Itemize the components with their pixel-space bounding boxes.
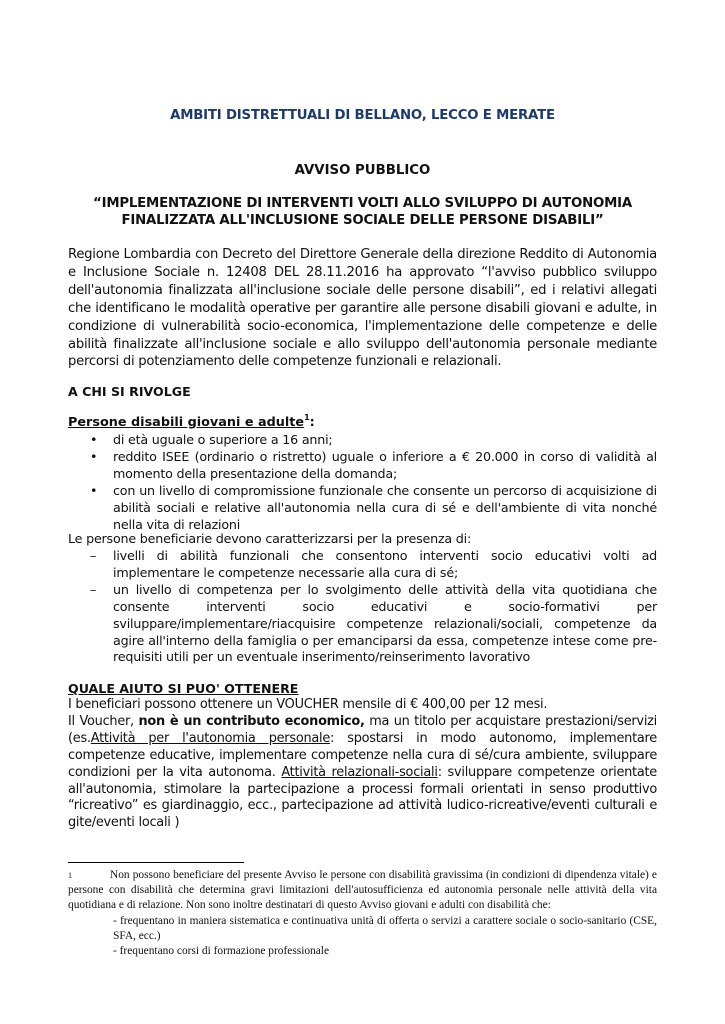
- footnote-body: [68, 868, 657, 914]
- notice-title-line-2: FINALIZZATA ALL'INCLUSIONE SOCIALE DELLE PERSONE DISABILI”: [121, 213, 604, 228]
- dash-icon: –: [90, 581, 97, 597]
- footnote-ref: 1: [304, 413, 310, 422]
- district-heading: AMBITI DISTRETTUALI DI BELLANO, LECCO E MERATE: [170, 108, 555, 123]
- list-item: [68, 548, 657, 582]
- requirements-intro: Le persone beneficiarie devono caratterizzarsi per la presenza di:: [68, 531, 472, 546]
- section-heading-aid: QUALE AIUTO SI PUO' OTTENERE: [68, 681, 299, 696]
- aid-paragraph: [68, 697, 657, 832]
- voucher-description: [68, 714, 657, 832]
- list-item: [68, 449, 657, 483]
- footnote-item: - frequentano in maniera sistematica e continuativa unità di offerta o servizi a carattere sociale o socio-sanitario (CSE, SFA, ecc.): [113, 914, 657, 942]
- activity-label-personal: Attività per l'autonomia personale: [90, 730, 331, 746]
- list-item: [68, 432, 657, 449]
- bullet-icon: •: [90, 448, 98, 464]
- activity-label-social: Attività relazionali-sociali: [281, 764, 438, 780]
- section-heading-target: A CHI SI RIVOLGE: [68, 384, 191, 399]
- target-subheading-text: Persone disabili giovani e adulte: [68, 415, 305, 430]
- bullet-icon: •: [90, 432, 98, 447]
- text-run: : spostarsi in modo autonomo, implementare competenze educative, implementare competenze nella cura di sé/cura ambiente, sviluppare condizioni per la vita autonoma.: [68, 730, 657, 780]
- footnote: [68, 868, 657, 959]
- text-run: : sviluppare competenze orientate all'autonomia, stimolare la partecipazione a processi formali orientati in senso produttivo “ricreativo” es giardinaggio, ecc., partecipazione ad attività ludico-ricreative/eventi culturali e gite/eventi locali ): [68, 764, 657, 831]
- notice-title-line-1: “IMPLEMENTAZIONE DI INTERVENTI VOLTI ALLO SVILUPPO DI AUTONOMIA: [93, 196, 632, 211]
- intro-paragraph: Regione Lombardia con Decreto del Direttore Generale della direzione Reddito di Autonomia e Inclusione Sociale n. 12408 DEL 28.11.2016 ha approvato “l'avviso pubblico sviluppo dell'autonomia finalizzata all'inclusione sociale delle persone disabili”, ed i relativi allegati che identificano le modalità operative per garantire alle persone disabili giovani e adulte, in condizione di vulnerabilità socio-economica, l'implementazione delle competenze e delle abilità finalizzate all'inclusione sociale e allo sviluppo dell'autonomia personale mediante percorsi di potenziamento delle competenze funzionali e relazionali.: [68, 247, 657, 370]
- bullet-icon: •: [90, 482, 98, 498]
- emphasis-text: non è un contributo economico,: [138, 713, 365, 729]
- list-item: [68, 483, 657, 534]
- notice-title: [60, 195, 665, 229]
- list-item-text: livelli di abilità funzionali che consentono interventi socio educativi volti ad implementare le competenze necessarie alla cura di sé;: [113, 548, 657, 580]
- list-item-text: di età uguale o superiore a 16 anni;: [113, 432, 333, 447]
- target-subheading-colon: :: [309, 415, 315, 430]
- notice-heading: AVVISO PUBBLICO: [294, 163, 431, 178]
- text-run: Il Voucher,: [68, 713, 139, 729]
- list-item-text: reddito ISEE (ordinario o ristretto) uguale o inferiore a € 20.000 in corso di validità al momento della presentazione della domanda;: [113, 448, 657, 481]
- target-subheading: [68, 415, 315, 430]
- eligibility-list: [68, 432, 657, 533]
- footnote-separator: [68, 862, 244, 863]
- list-item-text: con un livello di compromissione funzionale che consente un percorso di acquisizione di abilità sociali e relative all'autonomia nella cura di sé e dell'ambiente di vita nonché nella vita di relazioni: [113, 482, 657, 532]
- dash-icon: –: [90, 548, 97, 563]
- footnote-item: - frequentano corsi di formazione professionale: [113, 945, 330, 958]
- list-item: [68, 582, 657, 667]
- footnote-text: Non possono beneficiare del presente Avviso le persone con disabilità gravissima (in condizioni di dipendenza vitale) e persone con disabilità che determina gravi limitazioni dell'autosufficienza ed autonomia personale nelle attività della vita quotidiana e di relazione. Non sono inoltre destinatari di questo Avviso giovani e adulti con disabilità che:: [68, 869, 657, 912]
- footnote-number: 1: [68, 871, 72, 880]
- text-run: ma un titolo per acquistare prestazioni/servizi (es.: [68, 713, 657, 746]
- list-item-text: un livello di competenza per lo svolgimento delle attività della vita quotidiana che consente interventi socio educativi e socio-formativi per sviluppare/implementare/riacquisire competenze relazionali/sociali, competenze da agire all'interno della famiglia o per emanciparsi da essa, competenze intese come pre-requisiti utili per un eventuale inserimento/reinserimento lavorativo: [113, 581, 657, 665]
- requirements-list: [68, 548, 657, 666]
- voucher-line: I beneficiari possono ottenere un VOUCHER mensile di € 400,00 per 12 mesi.: [68, 697, 548, 712]
